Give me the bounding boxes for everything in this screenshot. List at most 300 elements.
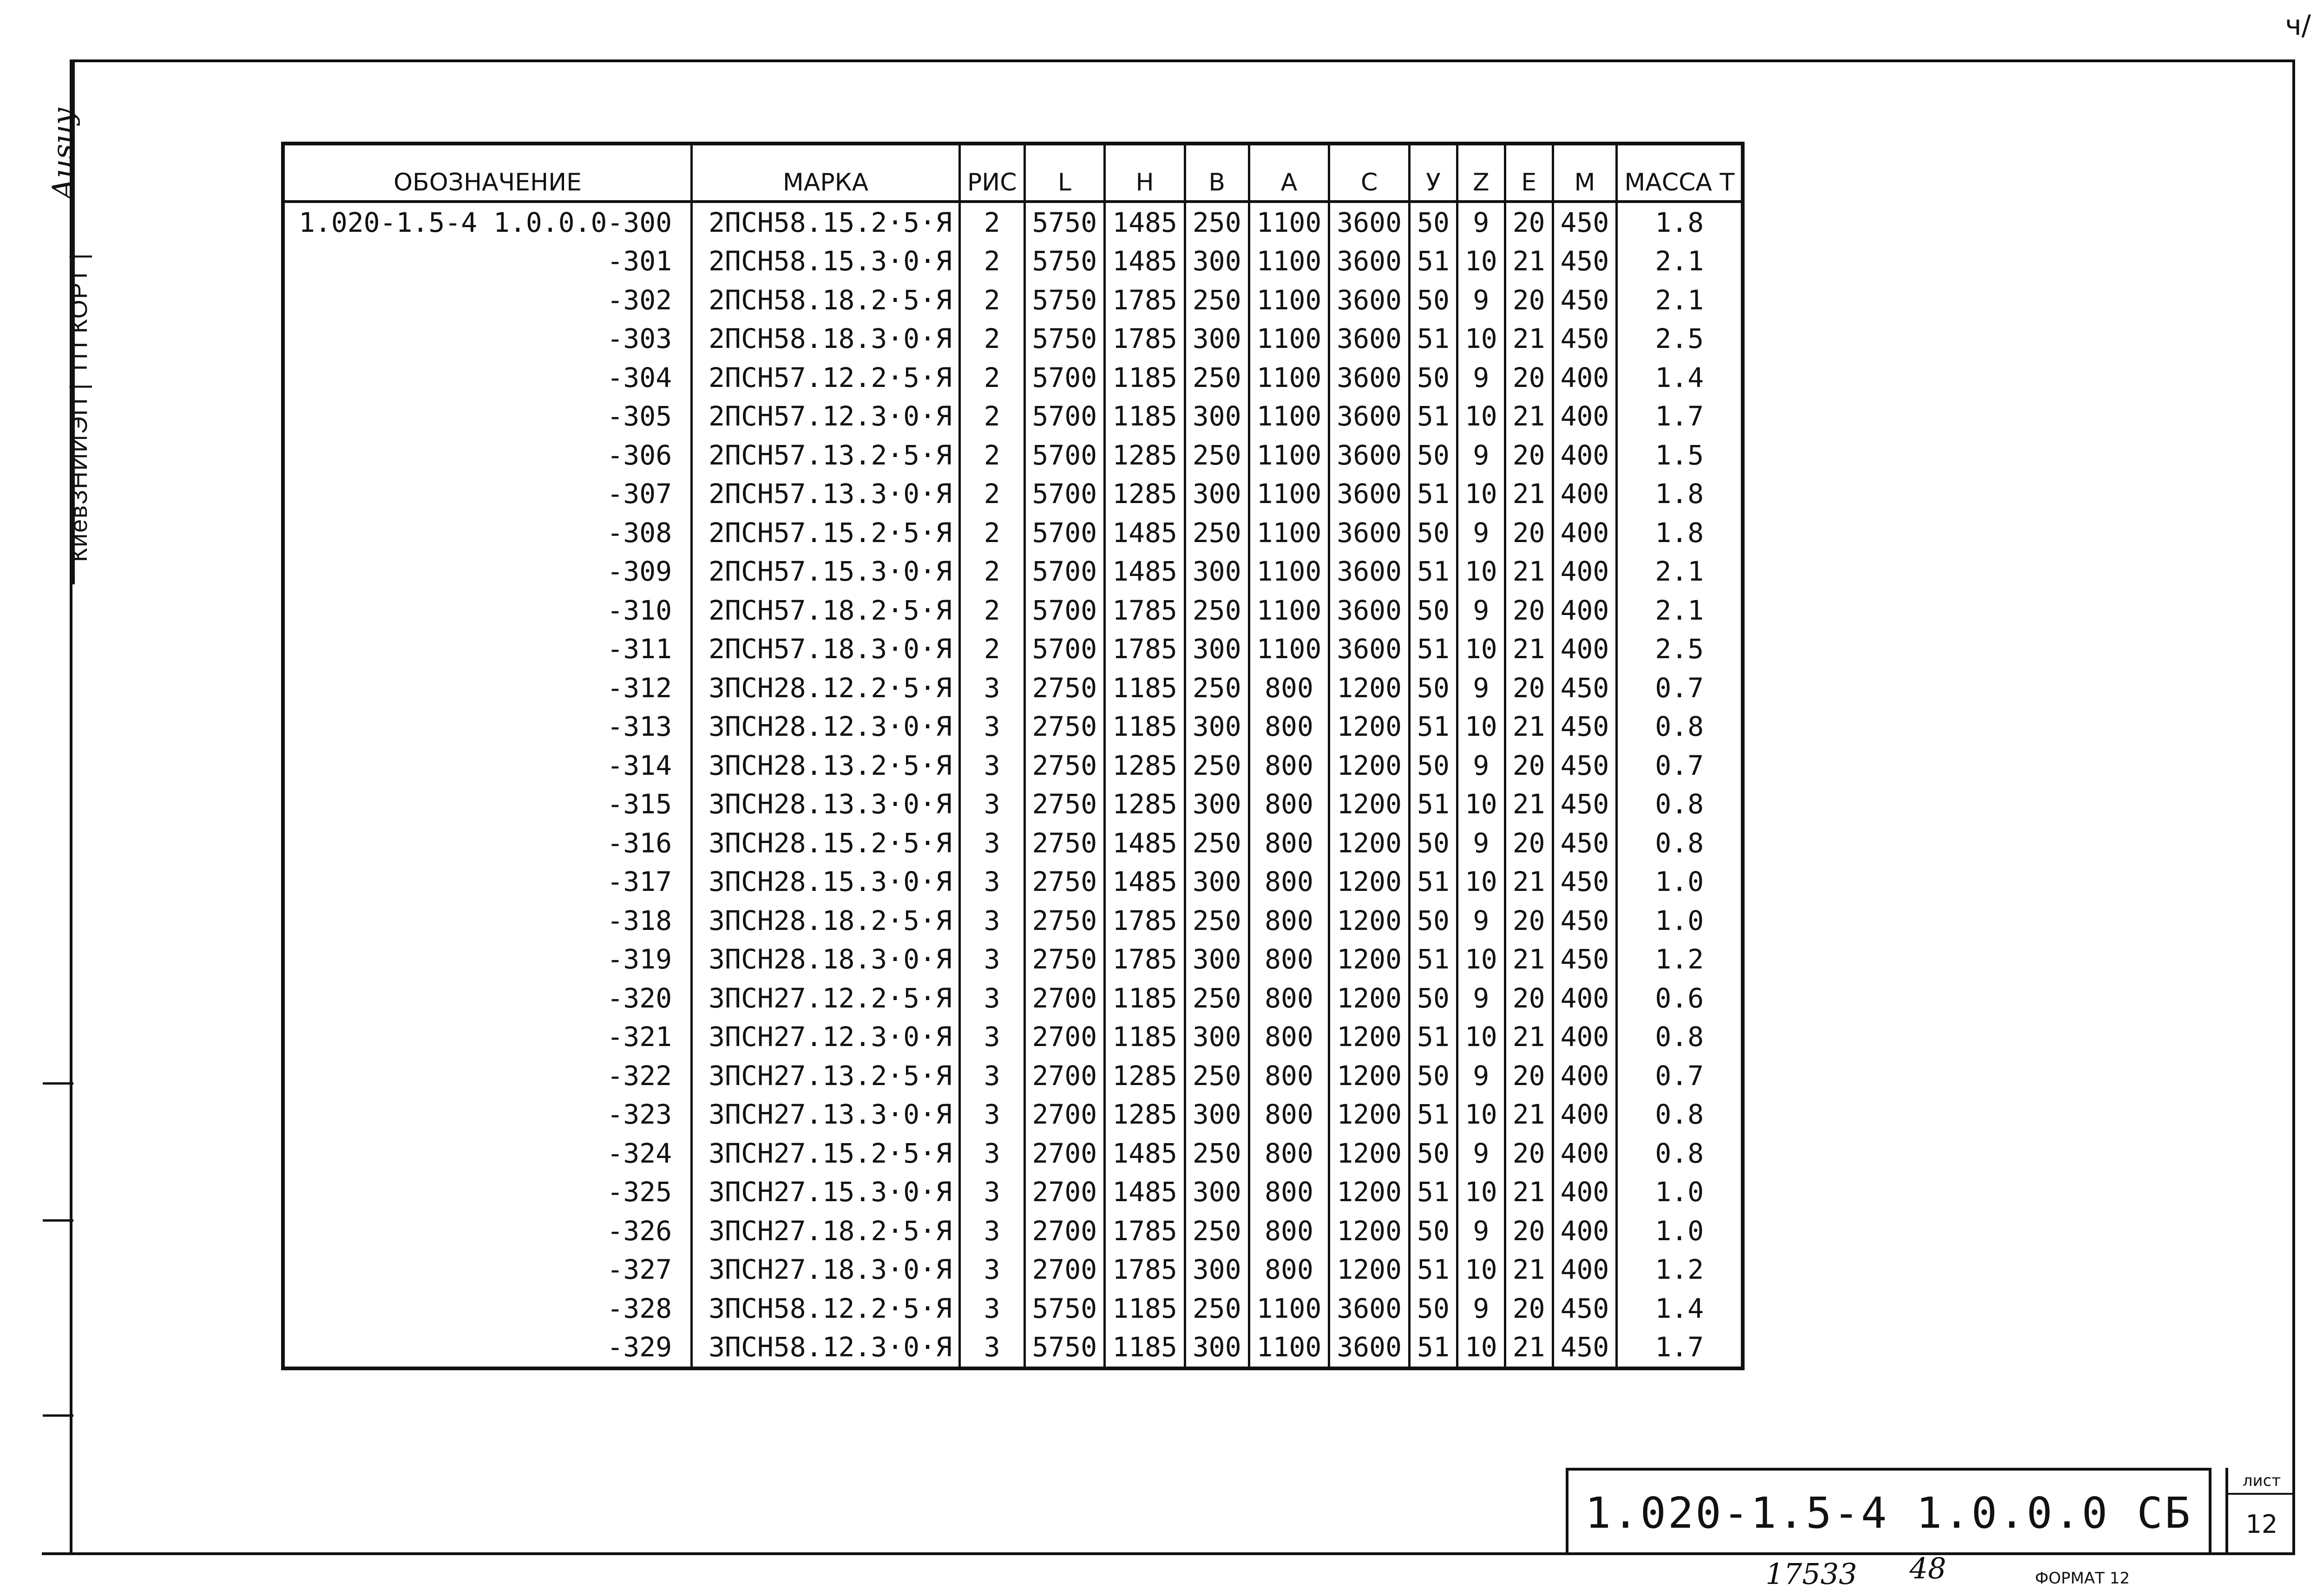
table-cell: 2750 [1024,785,1105,824]
table-cell: 300 [1185,242,1249,281]
table-cell: 3 [959,1095,1024,1134]
table-cell: 300 [1185,1328,1249,1369]
table-cell: 1.7 [1617,1328,1743,1369]
designation-cell: -301 [283,242,692,281]
table-cell: 2.1 [1617,242,1743,281]
table-row [283,630,1743,669]
designation-cell: -306 [283,436,692,475]
table-cell: 20 [1505,202,1553,242]
table-cell: 3600 [1329,591,1410,630]
table-cell: 800 [1249,863,1329,902]
designation-cell: -314 [283,746,692,785]
table-cell: 5700 [1024,591,1105,630]
table-cell: 3 [959,824,1024,863]
table-cell: 2700 [1024,1211,1105,1250]
table-cell: 300 [1185,630,1249,669]
table-cell: 51 [1410,1018,1457,1057]
table-cell: 2 [959,358,1024,397]
table-cell: 1.8 [1617,513,1743,552]
table-cell: 51 [1410,940,1457,979]
table-cell: 1185 [1105,979,1185,1018]
table-cell: 21 [1505,1173,1553,1212]
table-cell: 10 [1457,1095,1505,1134]
format-label: ФОРМАТ 12 [2035,1569,2130,1588]
mark-cell: 3ПСН28.15.3·0·Я [692,863,960,902]
table-cell: 2750 [1024,901,1105,940]
table-cell: 800 [1249,1018,1329,1057]
table-row [283,513,1743,552]
table-cell: 450 [1553,1289,1617,1328]
table-cell: 1285 [1105,1056,1185,1095]
column-header: A [1249,144,1329,202]
mark-cell: 3ПСН28.18.3·0·Я [692,940,960,979]
table-cell: 400 [1553,1211,1617,1250]
table-cell: 1785 [1105,1211,1185,1250]
table-cell: 21 [1505,785,1553,824]
table-cell: 50 [1410,202,1457,242]
table-cell: 50 [1410,436,1457,475]
table-cell: 400 [1553,1134,1617,1173]
table-cell: 800 [1249,1211,1329,1250]
table-cell: 21 [1505,1328,1553,1369]
table-cell: 400 [1553,552,1617,591]
column-header: ОБОЗНАЧЕНИЕ [283,144,692,202]
table-cell: 10 [1457,863,1505,902]
table-cell: 3600 [1329,397,1410,436]
table-cell: 10 [1457,940,1505,979]
copy-number: 48 [1910,1551,1946,1585]
table-cell: 3600 [1329,552,1410,591]
table-cell: 400 [1553,1018,1617,1057]
table-cell: 1785 [1105,320,1185,359]
table-cell: 450 [1553,901,1617,940]
table-cell: 2.1 [1617,281,1743,320]
table-cell: 800 [1249,785,1329,824]
organization-stamp: КиевЗНИИЭП | ТП КОРТ | [66,252,92,562]
table-cell: 1100 [1249,552,1329,591]
table-cell: 1.2 [1617,940,1743,979]
table-cell: 1.5 [1617,436,1743,475]
table-row [283,940,1743,979]
mark-cell: 3ПСН27.12.3·0·Я [692,1018,960,1057]
table-row [283,436,1743,475]
table-cell: 1485 [1105,242,1185,281]
designation-cell: -313 [283,707,692,746]
table-cell: 9 [1457,358,1505,397]
table-cell: 20 [1505,1134,1553,1173]
table-cell: 1785 [1105,281,1185,320]
table-cell: 3 [959,979,1024,1018]
table-cell: 400 [1553,1095,1617,1134]
table-cell: 300 [1185,707,1249,746]
table-cell: 3 [959,1328,1024,1369]
table-cell: 1200 [1329,1056,1410,1095]
table-cell: 1785 [1105,901,1185,940]
table-cell: 800 [1249,746,1329,785]
column-header: M [1553,144,1617,202]
mark-cell: 3ПСН58.12.3·0·Я [692,1328,960,1369]
table-cell: 1485 [1105,824,1185,863]
table-cell: 400 [1553,358,1617,397]
table-cell: 2700 [1024,979,1105,1018]
table-cell: 250 [1185,824,1249,863]
table-cell: 400 [1553,591,1617,630]
table-cell: 1100 [1249,202,1329,242]
mark-cell: 2ПСН57.12.3·0·Я [692,397,960,436]
table-cell: 10 [1457,1173,1505,1212]
table-cell: 9 [1457,668,1505,707]
designation-cell: -317 [283,863,692,902]
table-cell: 3 [959,1018,1024,1057]
sheet-label: лист [2228,1472,2295,1495]
table-cell: 1.0 [1617,1173,1743,1212]
table-row [283,707,1743,746]
table-cell: 0.7 [1617,746,1743,785]
table-cell: 1285 [1105,1095,1185,1134]
table-cell: 50 [1410,668,1457,707]
designation-cell: -304 [283,358,692,397]
table-cell: 1785 [1105,591,1185,630]
designation-cell: -319 [283,940,692,979]
table-cell: 1285 [1105,475,1185,514]
table-cell: 2.1 [1617,591,1743,630]
column-header: РИС [959,144,1024,202]
designation-cell: -315 [283,785,692,824]
table-cell: 1100 [1249,320,1329,359]
table-cell: 0.8 [1617,1018,1743,1057]
table-row [283,1289,1743,1328]
designation-cell: -324 [283,1134,692,1173]
table-cell: 1.0 [1617,1211,1743,1250]
table-cell: 2700 [1024,1134,1105,1173]
table-row [283,475,1743,514]
table-cell: 1200 [1329,1095,1410,1134]
table-cell: 21 [1505,475,1553,514]
table-cell: 450 [1553,320,1617,359]
mark-cell: 2ПСН57.13.2·5·Я [692,436,960,475]
table-cell: 5750 [1024,320,1105,359]
table-cell: 250 [1185,1289,1249,1328]
table-cell: 3600 [1329,1289,1410,1328]
designation-cell: -321 [283,1018,692,1057]
table-cell: 51 [1410,475,1457,514]
table-row [283,242,1743,281]
table-cell: 3 [959,901,1024,940]
table-cell: 2700 [1024,1018,1105,1057]
table-cell: 1485 [1105,202,1185,242]
table-cell: 3600 [1329,242,1410,281]
table-cell: 50 [1410,746,1457,785]
table-cell: 1785 [1105,1250,1185,1289]
sheet-number: 12 [2245,1510,2278,1539]
designation-cell: -326 [283,1211,692,1250]
designation-cell: -302 [283,281,692,320]
corner-mark: ч/ [2285,9,2311,42]
designation-cell: -307 [283,475,692,514]
table-cell: 3 [959,668,1024,707]
table-cell: 1200 [1329,1250,1410,1289]
table-row [283,824,1743,863]
table-cell: 20 [1505,824,1553,863]
table-cell: 1185 [1105,707,1185,746]
table-row [283,1173,1743,1212]
table-cell: 10 [1457,1018,1505,1057]
table-cell: 21 [1505,940,1553,979]
table-row [283,1056,1743,1095]
table-cell: 5700 [1024,358,1105,397]
column-header: У [1410,144,1457,202]
table-cell: 2.1 [1617,552,1743,591]
table-cell: 10 [1457,707,1505,746]
table-header-row [283,144,1743,202]
table-cell: 3600 [1329,202,1410,242]
table-cell: 1100 [1249,1328,1329,1369]
table-row [283,1250,1743,1289]
designation-cell: -310 [283,591,692,630]
table-cell: 20 [1505,901,1553,940]
table-cell: 21 [1505,1250,1553,1289]
table-cell: 300 [1185,320,1249,359]
left-tick-mark [43,1219,73,1222]
table-cell: 0.8 [1617,1134,1743,1173]
table-cell: 51 [1410,785,1457,824]
table-cell: 800 [1249,824,1329,863]
table-cell: 1200 [1329,1018,1410,1057]
designation-cell: -323 [283,1095,692,1134]
table-cell: 0.8 [1617,1095,1743,1134]
designation-cell: -318 [283,901,692,940]
sheet-number-box [2225,1468,2295,1555]
table-cell: 20 [1505,436,1553,475]
column-header: МАССА Т [1617,144,1743,202]
table-cell: 51 [1410,320,1457,359]
table-cell: 800 [1249,940,1329,979]
table-cell: 400 [1553,1250,1617,1289]
table-cell: 1200 [1329,940,1410,979]
mark-cell: 2ПСН57.15.3·0·Я [692,552,960,591]
table-cell: 250 [1185,436,1249,475]
inventory-number: 17533 [1765,1557,1857,1591]
table-cell: 250 [1185,1211,1249,1250]
table-cell: 3 [959,1211,1024,1250]
table-cell: 21 [1505,242,1553,281]
table-cell: 5700 [1024,552,1105,591]
table-cell: 3600 [1329,475,1410,514]
table-cell: 1200 [1329,1173,1410,1212]
table-cell: 20 [1505,746,1553,785]
table-cell: 450 [1553,281,1617,320]
table-cell: 21 [1505,552,1553,591]
table-cell: 21 [1505,863,1553,902]
table-cell: 1200 [1329,901,1410,940]
table-cell: 0.8 [1617,785,1743,824]
table-cell: 300 [1185,552,1249,591]
table-cell: 9 [1457,1289,1505,1328]
table-cell: 3 [959,863,1024,902]
mark-cell: 3ПСН28.18.2·5·Я [692,901,960,940]
mark-cell: 3ПСН27.18.2·5·Я [692,1211,960,1250]
table-cell: 450 [1553,202,1617,242]
table-cell: 9 [1457,824,1505,863]
table-row [283,863,1743,902]
table-cell: 20 [1505,1211,1553,1250]
table-cell: 450 [1553,785,1617,824]
table-cell: 2.5 [1617,630,1743,669]
table-cell: 2750 [1024,863,1105,902]
table-cell: 1100 [1249,591,1329,630]
table-cell: 1200 [1329,707,1410,746]
designation-cell: -320 [283,979,692,1018]
mark-cell: 3ПСН27.15.3·0·Я [692,1173,960,1212]
table-cell: 1485 [1105,863,1185,902]
table-cell: 2 [959,630,1024,669]
table-cell: 10 [1457,320,1505,359]
table-cell: 1.0 [1617,863,1743,902]
table-row [283,397,1743,436]
table-cell: 1100 [1249,513,1329,552]
table-cell: 10 [1457,242,1505,281]
table-cell: 21 [1505,630,1553,669]
table-row [283,746,1743,785]
table-cell: 21 [1505,707,1553,746]
table-cell: 10 [1457,1250,1505,1289]
table-cell: 9 [1457,202,1505,242]
column-header: C [1329,144,1410,202]
table-cell: 2750 [1024,824,1105,863]
table-cell: 50 [1410,281,1457,320]
table-cell: 300 [1185,475,1249,514]
table-cell: 3 [959,1173,1024,1212]
table-cell: 9 [1457,979,1505,1018]
table-cell: 1485 [1105,1173,1185,1212]
table-cell: 2 [959,320,1024,359]
table-cell: 3600 [1329,436,1410,475]
table-cell: 1785 [1105,630,1185,669]
mark-cell: 2ПСН58.15.3·0·Я [692,242,960,281]
specification-table [281,142,1745,1370]
table-cell: 1485 [1105,552,1185,591]
mark-cell: 2ПСН58.18.2·5·Я [692,281,960,320]
table-cell: 9 [1457,513,1505,552]
table-row [283,281,1743,320]
table-cell: 20 [1505,668,1553,707]
table-cell: 0.7 [1617,668,1743,707]
designation-cell: -308 [283,513,692,552]
table-row [283,979,1743,1018]
table-cell: 1100 [1249,436,1329,475]
table-cell: 400 [1553,1056,1617,1095]
table-cell: 1485 [1105,513,1185,552]
table-cell: 3 [959,1056,1024,1095]
table-cell: 250 [1185,1134,1249,1173]
table-cell: 2700 [1024,1056,1105,1095]
table-cell: 50 [1410,901,1457,940]
table-cell: 250 [1185,746,1249,785]
mark-cell: 3ПСН27.15.2·5·Я [692,1134,960,1173]
table-cell: 400 [1553,513,1617,552]
table-cell: 5700 [1024,630,1105,669]
table-cell: 1100 [1249,630,1329,669]
table-row [283,1018,1743,1057]
table-row [283,1211,1743,1250]
signature: Ausuy [46,108,81,200]
table-cell: 300 [1185,940,1249,979]
table-cell: 51 [1410,630,1457,669]
table-cell: 300 [1185,1095,1249,1134]
designation-cell: -327 [283,1250,692,1289]
table-cell: 50 [1410,1056,1457,1095]
table-cell: 51 [1410,552,1457,591]
table-cell: 1200 [1329,785,1410,824]
table-row [283,1134,1743,1173]
table-cell: 51 [1410,242,1457,281]
table-cell: 800 [1249,707,1329,746]
table-cell: 5750 [1024,202,1105,242]
table-cell: 3600 [1329,513,1410,552]
mark-cell: 3ПСН28.15.2·5·Я [692,824,960,863]
table-cell: 5700 [1024,436,1105,475]
table-row [283,591,1743,630]
table-cell: 250 [1185,668,1249,707]
table-row [283,785,1743,824]
table-cell: 1.7 [1617,397,1743,436]
mark-cell: 3ПСН27.13.2·5·Я [692,1056,960,1095]
mark-cell: 2ПСН57.15.2·5·Я [692,513,960,552]
column-header: L [1024,144,1105,202]
table-cell: 1100 [1249,1289,1329,1328]
mark-cell: 3ПСН27.12.2·5·Я [692,979,960,1018]
table-cell: 9 [1457,746,1505,785]
mark-cell: 2ПСН57.13.3·0·Я [692,475,960,514]
table-cell: 2700 [1024,1173,1105,1212]
table-cell: 51 [1410,1250,1457,1289]
table-cell: 2 [959,242,1024,281]
table-row [283,901,1743,940]
designation-cell: -322 [283,1056,692,1095]
table-cell: 1185 [1105,1018,1185,1057]
mark-cell: 2ПСН57.12.2·5·Я [692,358,960,397]
table-cell: 3 [959,707,1024,746]
table-row [283,552,1743,591]
table-cell: 5750 [1024,1328,1105,1369]
table-cell: 21 [1505,320,1553,359]
table-cell: 1200 [1329,824,1410,863]
table-cell: 3 [959,940,1024,979]
table-cell: 21 [1505,397,1553,436]
table-cell: 20 [1505,979,1553,1018]
table-cell: 800 [1249,1250,1329,1289]
table-cell: 9 [1457,1056,1505,1095]
table-cell: 1285 [1105,746,1185,785]
table-cell: 1185 [1105,397,1185,436]
table-cell: 1.4 [1617,1289,1743,1328]
table-cell: 2 [959,552,1024,591]
table-cell: 1100 [1249,242,1329,281]
table-cell: 20 [1505,591,1553,630]
table-cell: 1285 [1105,785,1185,824]
table-cell: 800 [1249,901,1329,940]
table-cell: 20 [1505,281,1553,320]
table-cell: 50 [1410,1211,1457,1250]
table-cell: 1200 [1329,668,1410,707]
table-cell: 250 [1185,1056,1249,1095]
table-cell: 51 [1410,863,1457,902]
table-cell: 1200 [1329,1211,1410,1250]
table-cell: 2 [959,436,1024,475]
table-cell: 21 [1505,1095,1553,1134]
table-cell: 450 [1553,707,1617,746]
table-cell: 51 [1410,707,1457,746]
